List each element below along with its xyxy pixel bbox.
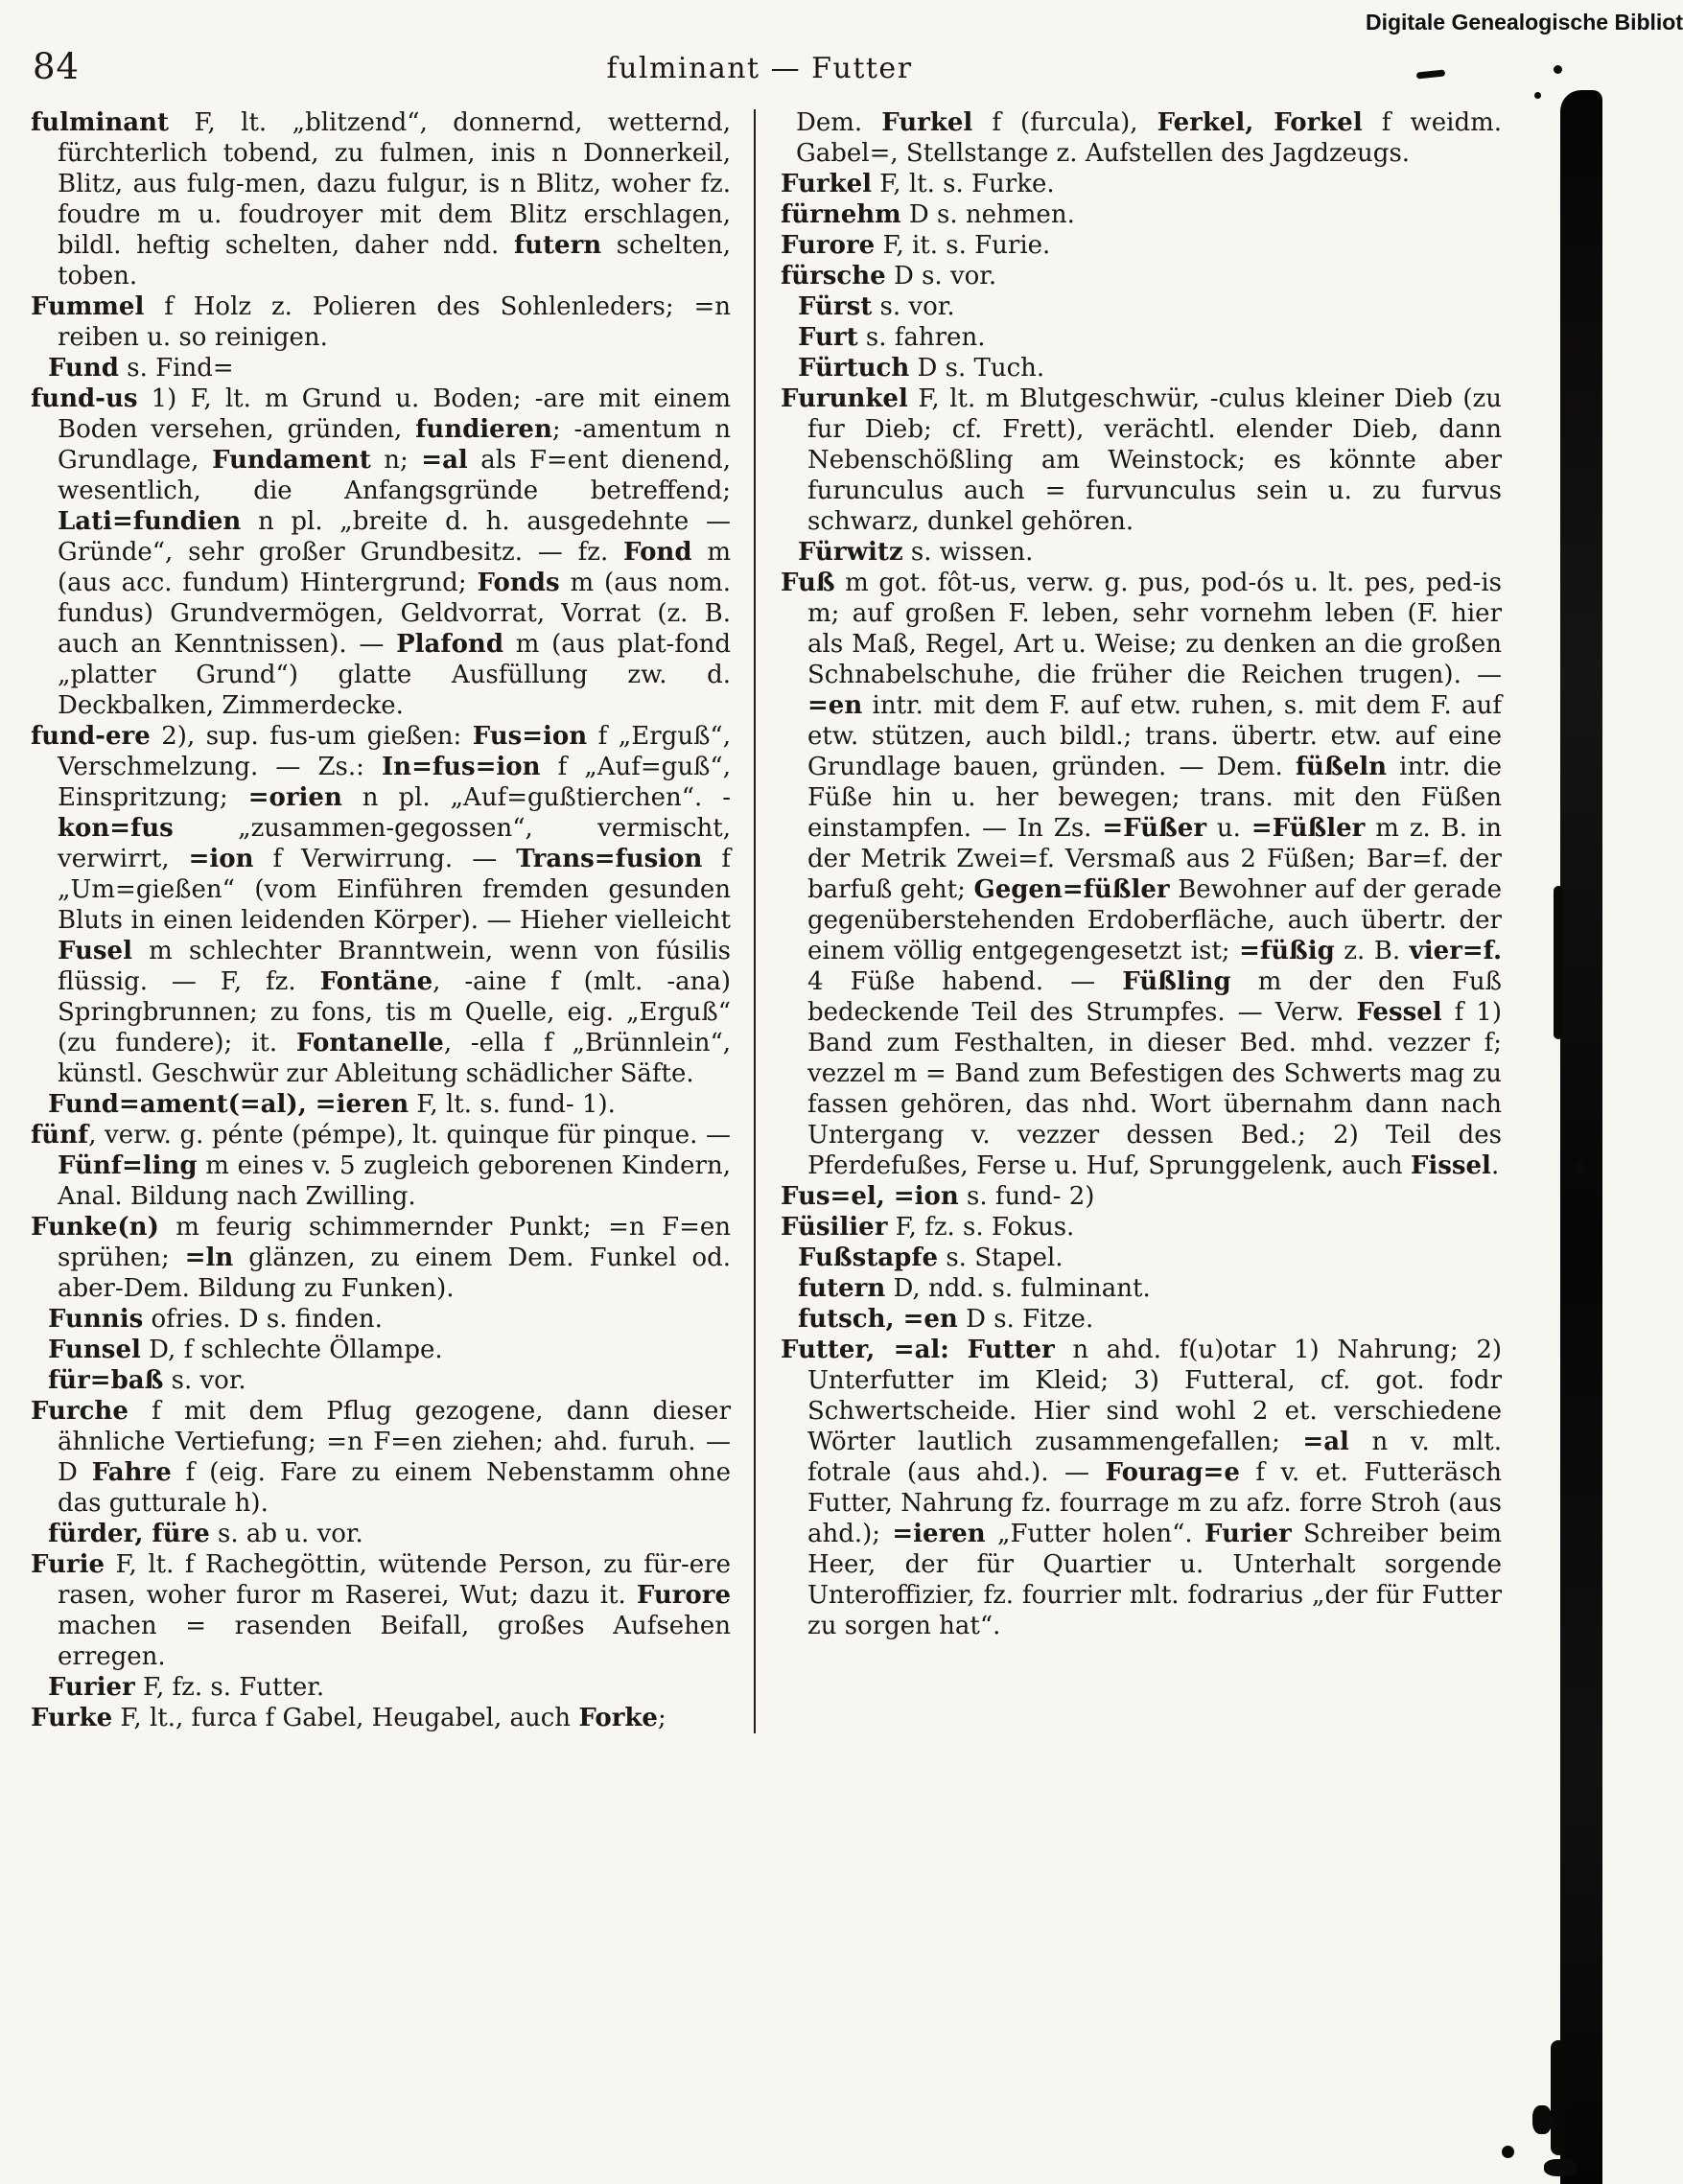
entry-text: Schreiber beim Heer, der für Quartier u. Unterhalt sorgende Unteroffizier, fz. fourrier mlt. fodrarius „der für Futter zu sorgen hat“. bbox=[807, 1520, 1502, 1640]
entry-text: m z. B. in der Metrik Zwei=f. Versmaß aus 2 Füßen; Bar=f. der barfuß geht; bbox=[807, 814, 1502, 904]
page-number: 84 bbox=[33, 46, 81, 87]
dictionary-entry bbox=[31, 1396, 731, 1519]
entry-text: „zusammen-gegossen“, vermischt, verwirrt, bbox=[58, 814, 731, 873]
dictionary-entry bbox=[781, 353, 1502, 383]
entry-headword: Fissel bbox=[1410, 1151, 1491, 1180]
scan-speck bbox=[1554, 65, 1562, 74]
dictionary-entry bbox=[781, 1181, 1502, 1212]
entry-text: F, lt. „blitzend“, donnernd, wetternd, fürchterlich tobend, zu fulmen, inis n Donnerkeil, Blitz, aus fulg-men, dazu fulgur, is n Blitz, woher fz. foudre m u. foudroyer mit dem Blitz erschlagen, bildl. heftig schelten, daher ndd. bbox=[58, 108, 731, 260]
page-header bbox=[31, 44, 1488, 90]
entry-text: F, lt. m Blutgeschwür, -culus kleiner Dieb (zu fur Dieb; cf. Frett), verächtl. elender Dieb, dann Nebenschößling am Weinstock; es könnte aber furunculus auch = furvunculus sein u. zu furvus schwarz, dunkel gehören. bbox=[807, 384, 1502, 536]
entry-headword: Funsel bbox=[48, 1336, 141, 1364]
entry-headword: Fürst bbox=[798, 292, 873, 321]
entry-headword: Funnis bbox=[48, 1305, 144, 1334]
entry-text: s. Stapel. bbox=[938, 1243, 1064, 1272]
entry-headword: Furche bbox=[31, 1397, 129, 1426]
entry-text: schelten, toben. bbox=[58, 231, 731, 290]
dictionary-entry bbox=[781, 383, 1502, 537]
dictionary-entry bbox=[781, 568, 1502, 1181]
entry-text: s. ab u. vor. bbox=[209, 1520, 363, 1548]
entry-headword: Fontäne bbox=[319, 967, 433, 996]
dictionary-entry bbox=[31, 721, 731, 1089]
dictionary-entry bbox=[781, 1273, 1502, 1304]
scan-speck bbox=[1502, 2146, 1514, 2158]
entry-headword: Furkel bbox=[781, 170, 873, 198]
entry-text: intr. mit dem F. auf etw. ruhen, s. mit dem F. auf etw. stützen, auch bildl.; trans. übertr. etw. auf eine Grundlage bauen, gründen. — Dem. bbox=[807, 691, 1502, 781]
entry-text: D s. nehmen. bbox=[900, 200, 1075, 229]
running-title: fulminant — Futter bbox=[606, 52, 913, 85]
entry-text: Dem. bbox=[796, 108, 882, 137]
entry-text: glänzen, zu einem Dem. Funkel od. aber-Dem. Bildung zu Funken). bbox=[58, 1243, 732, 1303]
entry-text: s. fahren. bbox=[857, 323, 986, 352]
entry-text: D s. vor. bbox=[885, 262, 997, 290]
entry-headword: Furier bbox=[1204, 1520, 1292, 1548]
entry-headword: Furt bbox=[798, 323, 858, 352]
scan-speck bbox=[1532, 2105, 1552, 2134]
entry-headword: Furke bbox=[31, 1704, 113, 1732]
entry-text: 2), sup. fus-um gießen: bbox=[150, 722, 473, 751]
entry-text: intr. die Füße hin u. her bewegen; trans. mit den Füßen einstampfen. — In Zs. bbox=[807, 753, 1502, 843]
entry-headword: Füsilier bbox=[781, 1213, 888, 1242]
entry-text: D s. Fitze. bbox=[957, 1305, 1094, 1334]
entry-text: n pl. „breite d. h. ausgedehnte — Gründe“, sehr großer Grundbesitz. — fz. bbox=[58, 507, 731, 567]
entry-text: , -aine f (mlt. -ana) Springbrunnen; zu fons, tis m Quelle, eig. „Erguß“ (zu fundere); it. bbox=[58, 967, 731, 1057]
dictionary-entry bbox=[31, 1365, 731, 1396]
entry-text: s. wissen. bbox=[902, 538, 1034, 567]
entry-text: f 1) Band zum Festhalten, in dieser Bed. mhd. vezzer f; vezzel m = Band zum Befestigen des Schwerts mag zu fassen gehören, das nhd. Wort übernahm dann nach Untergang v. vezzer dessen Bed.; 2) Teil des Pferdefußes, Ferse u. Huf, Sprunggelenk, auch bbox=[807, 998, 1502, 1180]
entry-headword: Fessel bbox=[1356, 998, 1442, 1027]
entry-text: n ahd. f(u)otar 1) Nahrung; 2) Unterfutter im Kleid; 3) Futteral, cf. got. fodr Schwertscheide. Hier sind wohl 2 et. verschiedene Wörter lautlich zusammengefallen; bbox=[807, 1336, 1502, 1456]
entry-text: , -ella f „Brünnlein“, künstl. Geschwür zur Ableitung schädlicher Säfte. bbox=[58, 1029, 731, 1088]
dictionary-entry bbox=[31, 107, 731, 291]
entry-text: 4 Füße habend. — bbox=[807, 967, 1123, 996]
dictionary-entry bbox=[781, 1243, 1502, 1273]
entry-text: machen = rasenden Beifall, großes Aufsehen erregen. bbox=[58, 1612, 731, 1671]
entry-text: f mit dem Pflug gezogene, dann dieser ähnliche Vertiefung; =n F=en ziehen; ahd. furuh. — D bbox=[58, 1397, 731, 1487]
entry-headword: füßeln bbox=[1295, 753, 1388, 781]
entry-text: f (eig. Fare zu einem Nebenstamm ohne das gutturale h). bbox=[58, 1458, 731, 1518]
entry-text: , verw. g. pénte (pémpe), lt. quinque für pinque. — bbox=[88, 1121, 731, 1150]
entry-text: f Verwirrung. — bbox=[253, 845, 517, 873]
entry-headword: fürsche bbox=[781, 262, 886, 290]
right-column bbox=[756, 107, 1502, 1733]
dictionary-entry bbox=[781, 537, 1502, 568]
entry-text: n; bbox=[370, 446, 422, 475]
entry-text: m feurig schimmernder Punkt; =n F=en sprühen; bbox=[58, 1213, 731, 1272]
entry-text: F, fz. s. Fokus. bbox=[887, 1213, 1075, 1242]
entry-headword: Trans=fusion bbox=[516, 845, 703, 873]
entry-headword: Furore bbox=[781, 231, 876, 260]
entry-headword: =orien bbox=[247, 783, 342, 812]
entry-headword: für=baß bbox=[48, 1366, 164, 1395]
entry-text: D, f schlechte Öllampe. bbox=[140, 1336, 443, 1364]
entry-headword: Fundament bbox=[211, 446, 371, 475]
entry-headword: vier=f. bbox=[1409, 937, 1502, 965]
entry-headword: =füßig bbox=[1239, 937, 1335, 965]
entry-text: F, lt. s. fund- 1). bbox=[409, 1090, 616, 1119]
entry-headword: Fontanelle bbox=[295, 1029, 444, 1057]
entry-text: „Futter holen“. bbox=[985, 1520, 1204, 1548]
entry-headword: Ferkel, Forkel bbox=[1157, 108, 1363, 137]
dictionary-entry bbox=[31, 1120, 731, 1212]
entry-headword: =en bbox=[807, 691, 863, 720]
entry-headword: Furier bbox=[48, 1673, 135, 1702]
entry-headword: Furunkel bbox=[781, 384, 908, 413]
entry-text: f Holz z. Polieren des Sohlenleders; =n reiben u. so reinigen. bbox=[58, 292, 731, 352]
entry-headword: fürder, füre bbox=[48, 1520, 210, 1548]
entry-headword: =ln bbox=[184, 1243, 234, 1272]
entry-headword: fundieren bbox=[415, 415, 552, 444]
entry-headword: =ieren bbox=[892, 1520, 986, 1548]
entry-headword: =Füßer bbox=[1102, 814, 1207, 843]
dictionary-entry bbox=[31, 1212, 731, 1304]
dictionary-entry bbox=[31, 1549, 731, 1672]
entry-text: n pl. „Auf=gußtierchen“. - bbox=[341, 783, 732, 812]
entry-text: n v. mlt. fotrale (aus ahd.). — bbox=[807, 1428, 1502, 1487]
entry-text: F, lt., furca f Gabel, Heugabel, auch bbox=[112, 1704, 579, 1732]
entry-text: . bbox=[1490, 1151, 1500, 1180]
entry-headword: Fund=ament(=al), =ieren bbox=[48, 1090, 409, 1119]
entry-text: m (aus acc. fundum) Hintergrund; bbox=[58, 538, 731, 597]
entry-headword: =Füßler bbox=[1251, 814, 1366, 843]
dictionary-entry bbox=[781, 261, 1502, 291]
entry-text: s. Find= bbox=[119, 354, 234, 383]
entry-headword: Fusel bbox=[58, 937, 132, 965]
entry-headword: Fus=ion bbox=[472, 722, 588, 751]
entry-headword: Fond bbox=[623, 538, 692, 567]
entry-text: F, it. s. Furie. bbox=[875, 231, 1051, 260]
entry-headword: futsch, =en bbox=[798, 1305, 958, 1334]
entry-headword: Futter bbox=[967, 1336, 1055, 1364]
entry-text: ; bbox=[657, 1704, 666, 1732]
dictionary-entry bbox=[31, 291, 731, 353]
entry-headword: Füßling bbox=[1122, 967, 1231, 996]
entry-text: s. vor. bbox=[872, 292, 955, 321]
entry-text: z. B. bbox=[1334, 937, 1410, 965]
entry-headword: =al bbox=[421, 446, 468, 475]
dictionary-entry bbox=[781, 230, 1502, 261]
dictionary-entry bbox=[31, 1519, 731, 1549]
entry-text: als F=ent dienend, wesentlich, die Anfangsgründe betreffend; bbox=[58, 446, 731, 505]
scan-artifact-band bbox=[1560, 90, 1602, 2184]
dictionary-entry bbox=[31, 1703, 731, 1733]
entry-headword: Lati=fundien bbox=[58, 507, 242, 536]
entry-text: f „Erguß“, Verschmelzung. — Zs.: bbox=[58, 722, 731, 781]
entry-text: F, lt. f Rachegöttin, wütende Person, zu für-ere rasen, woher furor m Raserei, Wut; dazu it. bbox=[58, 1550, 731, 1610]
entry-headword: Furkel bbox=[881, 108, 973, 137]
entry-headword: Fuß bbox=[781, 569, 835, 597]
entry-headword: Fürtuch bbox=[798, 354, 910, 383]
entry-headword: fulminant bbox=[31, 108, 170, 137]
entry-text: 1) F, lt. m Grund u. Boden; -are mit einem Boden versehen, gründen, bbox=[58, 384, 731, 444]
dictionary-entry bbox=[31, 383, 731, 721]
entry-headword: Fonds bbox=[477, 569, 560, 597]
entry-headword: Forke bbox=[578, 1704, 658, 1732]
entry-headword: Fünf=ling bbox=[58, 1151, 198, 1180]
dictionary-entry bbox=[31, 1304, 731, 1335]
entry-headword: In=fus=ion bbox=[382, 753, 541, 781]
entry-text: f v. et. Futteräsch Futter, Nahrung fz. fourrage m zu afz. forre Stroh (aus ahd.); bbox=[807, 1458, 1502, 1548]
entry-text: D, ndd. s. fulminant. bbox=[885, 1274, 1151, 1303]
scan-speck bbox=[1544, 2159, 1577, 2176]
entry-text: ; -amentum n Grundlage, bbox=[58, 415, 731, 475]
entry-headword: fund-ere bbox=[31, 722, 151, 751]
entry-text: m der den Fuß bedeckende Teil des Strumpfes. — Verw. bbox=[807, 967, 1502, 1027]
entry-headword: =ion bbox=[188, 845, 254, 873]
entry-text bbox=[949, 1336, 968, 1364]
entry-headword: fürnehm bbox=[781, 200, 901, 229]
dictionary-entry bbox=[781, 322, 1502, 353]
entry-text: D s. Tuch. bbox=[909, 354, 1045, 383]
text-columns bbox=[31, 107, 1523, 1733]
entry-headword: Fürwitz bbox=[798, 538, 903, 567]
entry-headword: Fußstapfe bbox=[798, 1243, 939, 1272]
dictionary-entry bbox=[781, 1335, 1502, 1641]
entry-headword: =al bbox=[1302, 1428, 1349, 1456]
entry-headword: fund-us bbox=[31, 384, 138, 413]
entry-text: m got. fôt-us, verw. g. pus, pod-ós u. lt. pes, ped-is m; auf großen F. leben, sehr vornehm leben (F. hier als Maß, Regel, Art u. Weise; zu denken an die großen Schnabelschuhe, die früher die Reichen trugen). — bbox=[807, 569, 1502, 689]
entry-text: m (aus nom. fundus) Grundvermögen, Geldvorrat, Vorrat (z. B. auch an Kenntnissen). — bbox=[58, 569, 731, 659]
dictionary-entry bbox=[781, 107, 1502, 169]
entry-headword: Fund bbox=[48, 354, 119, 383]
entry-headword: kon=fus bbox=[58, 814, 174, 843]
dictionary-entry bbox=[781, 1304, 1502, 1335]
entry-text: m eines v. 5 zugleich geborenen Kindern, Anal. Bildung nach Zwilling. bbox=[58, 1151, 731, 1211]
entry-text: f „Um=gießen“ (vom Einführen fremden gesunden Bluts in einen leidenden Körper). — Hieher vielleicht bbox=[58, 845, 731, 935]
entry-text: ofries. D s. finden. bbox=[143, 1305, 383, 1334]
watermark-text: Digitale Genealogische Bibliot bbox=[1365, 10, 1683, 35]
entry-text: F, fz. s. Futter. bbox=[134, 1673, 325, 1702]
entry-headword: Fahre bbox=[91, 1458, 172, 1487]
entry-text: m schlechter Branntwein, wenn von fúsilis flüssig. — F, fz. bbox=[58, 937, 731, 996]
scan-speck bbox=[1534, 92, 1541, 99]
entry-headword: futern bbox=[513, 231, 602, 260]
entry-text: F, lt. s. Furke. bbox=[872, 170, 1055, 198]
scan-speck bbox=[1576, 1160, 1584, 1175]
entry-headword: Futter, =al: bbox=[781, 1336, 949, 1364]
entry-text: s. fund- 2) bbox=[958, 1182, 1095, 1211]
entry-text: Bewohner auf der gerade gegenüberstehenden Erdoberfläche, auch übertr. der einem völlig entgegengesetzt ist; bbox=[807, 875, 1502, 965]
entry-text: u. bbox=[1206, 814, 1251, 843]
dictionary-entry bbox=[781, 1212, 1502, 1243]
dictionary-entry bbox=[31, 1672, 731, 1703]
dictionary-entry bbox=[781, 291, 1502, 322]
entry-headword: Furie bbox=[31, 1550, 105, 1579]
left-column bbox=[31, 107, 754, 1733]
entry-headword: Gegen=füßler bbox=[973, 875, 1170, 904]
entry-text: f (furcula), bbox=[972, 108, 1157, 137]
entry-headword: Fummel bbox=[31, 292, 145, 321]
dictionary-entry bbox=[31, 1335, 731, 1365]
entry-headword: Fus=el, =ion bbox=[781, 1182, 959, 1211]
entry-headword: Furore bbox=[636, 1581, 731, 1610]
entry-headword: Plafond bbox=[396, 630, 504, 659]
entry-text: f weidm. Gabel=, Stellstange z. Aufstellen des Jagdzeugs. bbox=[796, 108, 1503, 168]
entry-headword: futern bbox=[798, 1274, 886, 1303]
dictionary-entry bbox=[31, 353, 731, 383]
dictionary-entry bbox=[31, 1089, 731, 1120]
entry-text: m (aus plat-fond „platter Grund“) glatte Ausfüllung zw. d. Deckbalken, Zimmerdecke. bbox=[58, 630, 731, 720]
entry-text: f „Auf=guß“, Einspritzung; bbox=[58, 753, 731, 812]
dictionary-entry bbox=[781, 199, 1502, 230]
dictionary-entry bbox=[781, 169, 1502, 199]
entry-text: s. vor. bbox=[163, 1366, 246, 1395]
entry-headword: fünf bbox=[31, 1121, 89, 1150]
entry-headword: Fourag=e bbox=[1105, 1458, 1240, 1487]
entry-headword: Funke(n) bbox=[31, 1213, 159, 1242]
